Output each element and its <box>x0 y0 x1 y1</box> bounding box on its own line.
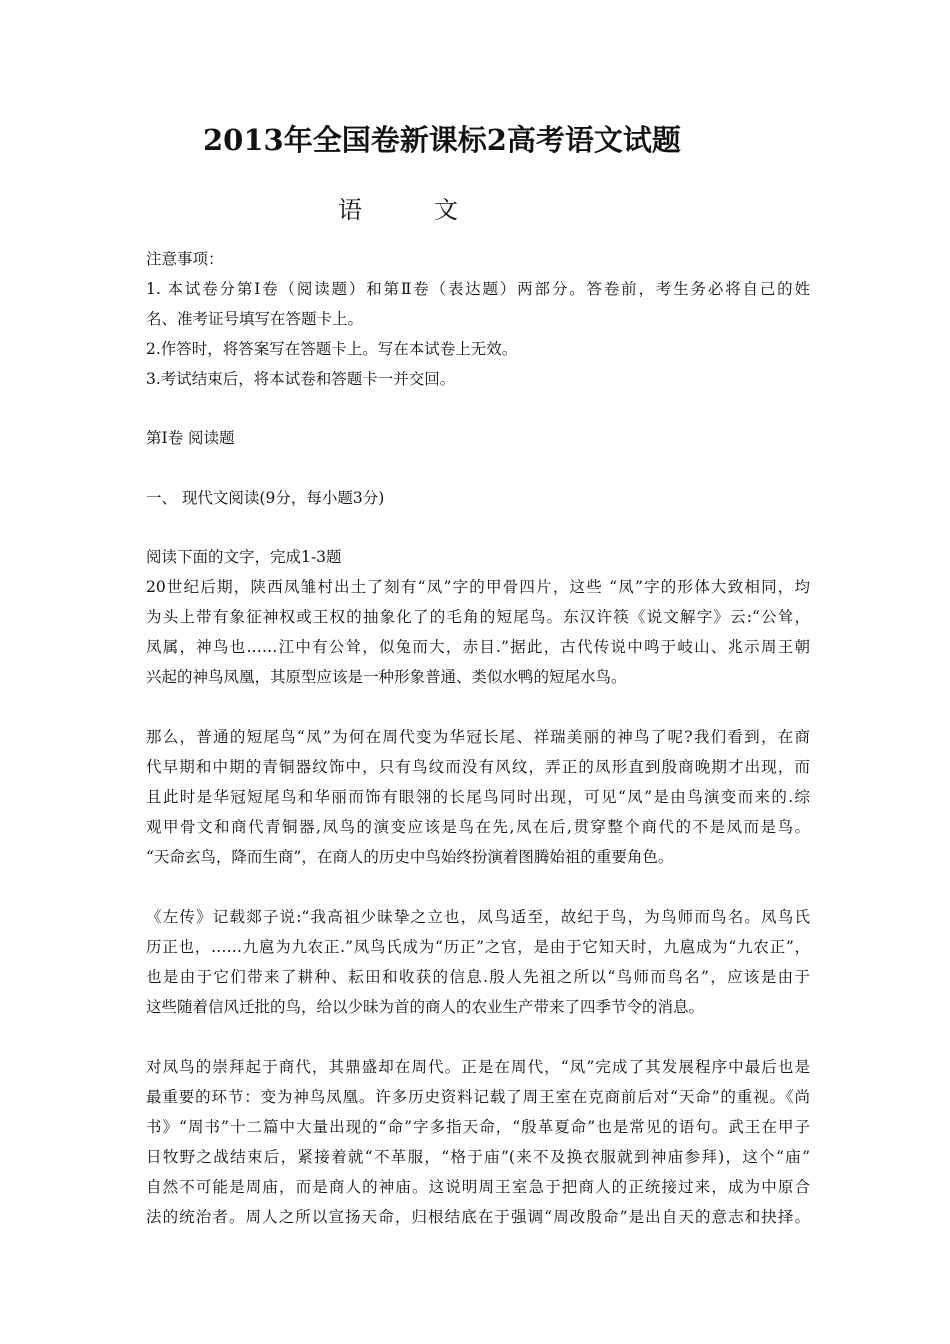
subject-char-1: 语 <box>338 196 362 224</box>
paragraph-1-line-4: 兴起的神鸟凤凰，其原型应该是一种形象普通、类似水鸭的短尾水鸟。 <box>146 668 627 686</box>
notice-item-1-line-2: 名、准考证号填写在答题卡上。 <box>146 310 364 328</box>
paragraph-2-line-4: 观甲骨文和商代青铜器,凤鸟的演变应该是鸟在先,凤在后,贯穿整个商代的不是凤而是鸟。 <box>146 818 810 836</box>
paragraph-4-line-3: 书》“周书”十二篇中大量出现的“命”字多指天命，“殷革夏命”也是常见的语句。武王在甲子 <box>146 1118 810 1136</box>
paragraph-1-line-3: 凤属，神鸟也……江中有公耸，似兔而大，赤目.”据此，古代传说中鸣于岐山、兆示周王朝 <box>146 638 810 656</box>
paragraph-3-line-3: 也是由于它们带来了耕种、耘田和收获的信息.殷人先祖之所以“鸟师而鸟名”，应该是由于 <box>146 968 810 986</box>
paragraph-4-line-5: 自然不可能是周庙，而是商人的神庙。这说明周王室急于把商人的正统接过来，成为中原合 <box>146 1178 810 1196</box>
paragraph-4-line-1: 对凤鸟的崇拜起于商代，其鼎盛却在周代。正是在周代，“凤”完成了其发展程序中最后也是 <box>146 1058 810 1076</box>
document-title: 2013年全国卷新课标2高考语文试题 <box>203 123 681 157</box>
paragraph-2-line-3: 且此时是华冠短尾鸟和华丽而饰有眼翎的长尾鸟同时出现，可见“凤”是由鸟演变而来的.综 <box>146 788 810 806</box>
paragraph-4-line-6: 法的统治者。周人之所以宣扬天命，归根结底在于强调“周改殷命”是出自天的意志和抉择。 <box>146 1208 810 1226</box>
subject-char-2: 文 <box>434 196 458 224</box>
paragraph-1-line-1: 20世纪后期，陕西凤雏村出土了刻有“凤”字的甲骨四片，这些 “凤”字的形体大致相同，均 <box>146 578 810 596</box>
section-heading: 一、 现代文阅读(9分，每小题3分) <box>146 489 385 507</box>
notice-heading: 注意事项： <box>146 250 224 268</box>
subject-heading <box>338 190 458 225</box>
paragraph-2-line-2: 代早期和中期的青铜器纹饰中，只有鸟纹而没有风纹，弄正的凤形直到殷商晚期才出现，而 <box>146 758 810 776</box>
paragraph-1-line-2: 为头上带有象征神权或王权的抽象化了的毛角的短尾鸟。东汉许筷《说文解字》云:“公耸， <box>146 608 810 626</box>
paragraph-4-line-4: 日牧野之战结束后，紧接着就“不革服，“格于庙”(来不及换衣服就到神庙参拜)，这个“庙” <box>146 1148 810 1166</box>
paragraph-4-line-2: 最重要的环节：变为神鸟凤凰。许多历史资料记载了周王室在克商前后对“天命”的重视。《尚 <box>146 1088 810 1106</box>
paragraph-3-line-4: 这些随着信风迁批的鸟，给以少昧为首的商人的农业生产带来了四季节令的消息。 <box>146 998 705 1016</box>
reading-instruction: 阅读下面的文字，完成1-3题 <box>146 548 342 566</box>
notice-item-1-line-1: 1. 本试卷分第Ⅰ卷（阅读题）和第Ⅱ卷（表达题）两部分。答卷前，考生务必将自己的姓 <box>146 280 810 298</box>
paragraph-3-line-2: 历正也，……九扈为九农正.”凤鸟氏成为“历正”之官，是由于它知天时，九扈成为“九农正”， <box>146 938 810 956</box>
part-heading: 第Ⅰ卷 阅读题 <box>146 429 235 447</box>
paragraph-3-line-1: 《左传》记载郯子说:“我高祖少昧挚之立也，凤鸟适至，故纪于鸟，为鸟师而鸟名。凤鸟氏 <box>146 908 810 926</box>
notice-block <box>146 244 810 394</box>
paragraph-2-line-1: 那么，普通的短尾鸟“凤”为何在周代变为华冠长尾、祥瑞美丽的神鸟了呢?我们看到，在商 <box>146 728 810 746</box>
paragraph-2-line-5: “天命玄鸟，降而生商”，在商人的历史中鸟始终扮演着图腾始祖的重要角色。 <box>146 848 674 866</box>
reading-passage <box>146 542 810 1232</box>
notice-item-2: 2.作答时，将答案写在答题卡上。写在本试卷上无效。 <box>146 340 518 358</box>
notice-item-3: 3.考试结束后，将本试卷和答题卡一并交回。 <box>146 370 456 388</box>
